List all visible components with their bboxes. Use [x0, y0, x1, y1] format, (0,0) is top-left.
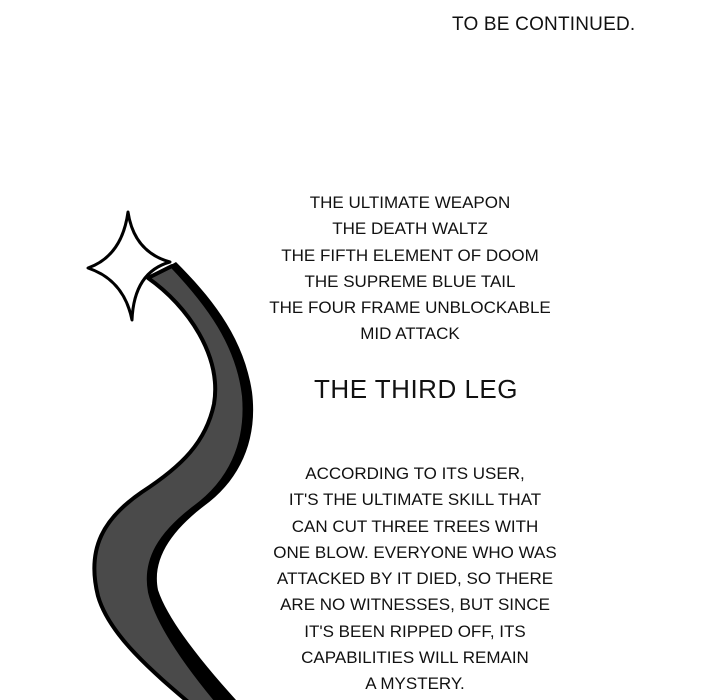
alias-line: THE ULTIMATE WEAPON	[309, 193, 511, 212]
alias-list	[250, 190, 570, 348]
alias-line: THE DEATH WALTZ	[332, 219, 488, 239]
description-line: CAN CUT THREE TREES WITH	[291, 516, 539, 536]
description-line: ACCORDING TO ITS USER,	[305, 464, 525, 483]
description-line: IT'S THE ULTIMATE SKILL THAT	[288, 490, 542, 510]
to-be-continued-text: TO BE CONTINUED.	[452, 14, 636, 35]
alias-line: THE SUPREME BLUE TAIL	[304, 271, 516, 291]
description-line: IT'S BEEN RIPPED OFF, ITS	[304, 621, 526, 641]
technique-title: THE THIRD LEG	[314, 374, 518, 404]
description-line: CAPABILITIES WILL REMAIN	[301, 648, 529, 668]
description-line: ATTACKED BY IT DIED, SO THERE	[276, 569, 554, 589]
alias-line: THE FIFTH ELEMENT OF DOOM	[281, 245, 539, 265]
description-line: ONE BLOW. EVERYONE WHO WAS	[273, 542, 557, 562]
technique-description	[250, 461, 580, 698]
sparkle-icon	[88, 212, 170, 320]
alias-line: MID ATTACK	[360, 324, 460, 344]
tail-body	[94, 266, 244, 700]
description-line: A MYSTERY.	[365, 674, 465, 694]
alias-line: THE FOUR FRAME UNBLOCKABLE	[269, 298, 551, 318]
description-line: ARE NO WITNESSES, BUT SINCE	[280, 595, 550, 615]
